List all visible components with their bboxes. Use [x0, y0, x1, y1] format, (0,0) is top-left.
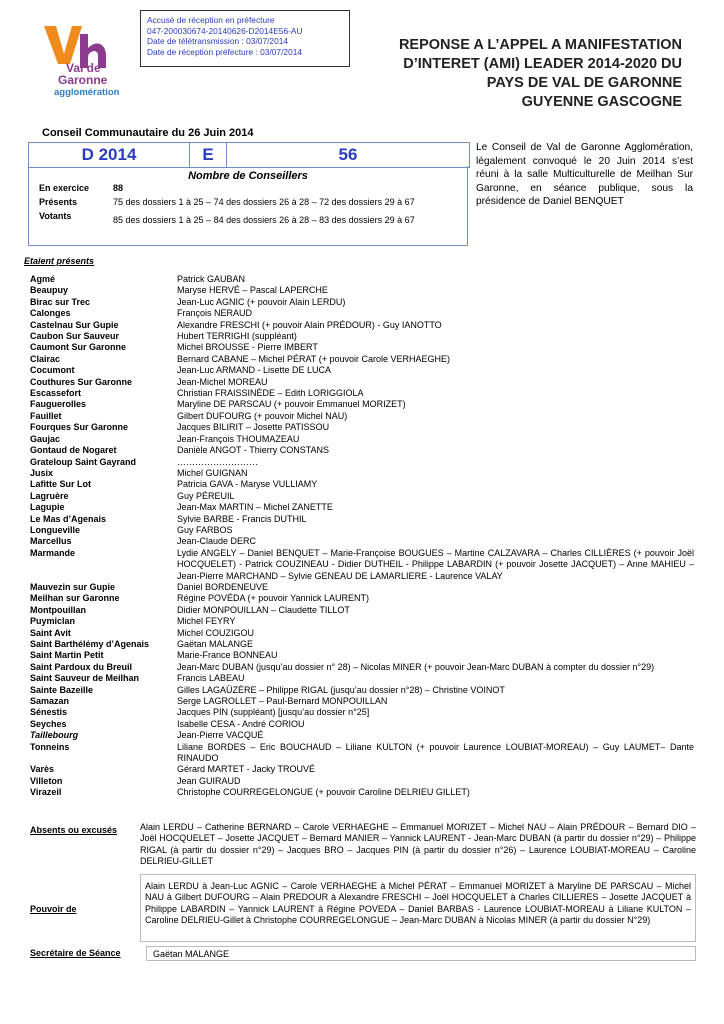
councillor-names: Régine POVÉDA (+ pouvoir Yannick LAURENT)	[177, 593, 370, 604]
councillor-names: Maryline DE PARSCAU (+ pouvoir Emmanuel MORIZET)	[177, 399, 406, 410]
member-row	[30, 707, 694, 718]
commune-name: Sainte Bazeille	[30, 684, 94, 695]
councillor-names: Michel FEYRY	[177, 616, 236, 627]
member-row	[30, 696, 694, 707]
councillor-names: Didier MONPOUILLAN – Claudette TILLOT	[177, 604, 350, 615]
councillor-names: Hubert TERRIGHI (suppléant)	[177, 331, 297, 342]
commune-name: Lagupie	[30, 502, 65, 513]
councillor-names: Isabelle CESA - André CORIOU	[177, 718, 305, 729]
member-row	[30, 285, 694, 296]
count-value: 75 des dossiers 1 à 25 – 74 des dossiers 26 à 28 – 72 des dossiers 29 à 67	[113, 197, 415, 207]
commune-name: Meilhan sur Garonne	[30, 593, 120, 604]
councillor-names: Marie-France BONNEAU	[177, 650, 278, 661]
pouvoir-label: Pouvoir de	[30, 904, 77, 914]
intro-paragraph: Le Conseil de Val de Garonne Agglomération, légalement convoqué le 20 Juin 2014 s’est réuni à la salle Multiculturelle de Meilhan Sur Garonne, en séance publique, sous la présidence de Daniel BENQUET	[476, 142, 693, 208]
member-row	[30, 776, 694, 787]
member-row	[30, 764, 694, 775]
councillor-names: Patrick GAUBAN	[177, 274, 246, 284]
counts-title: Nombre de Conseillers	[188, 170, 308, 182]
councillor-names: Jean-Claude DERC	[177, 536, 257, 547]
title-line: REPONSE A L’APPEL A MANIFESTATION	[398, 37, 682, 53]
stamp-line: Accusé de réception en préfecture	[147, 15, 275, 25]
stamp-line: 047-200030674-20140626-D2014E56-AU	[147, 25, 303, 36]
counts-box	[28, 166, 468, 246]
councillor-names: Michel GUIGNAN	[177, 467, 248, 478]
secretaire-label: Secrétaire de Séance	[30, 948, 121, 958]
councillor-names: Jean-Luc AGNIC (+ pouvoir Alain LERDU)	[177, 296, 346, 307]
member-row	[30, 685, 694, 696]
councillor-names: Alexandre FRESCHI (+ pouvoir Alain PRÉDOUR) - Guy IANOTTO	[177, 319, 442, 330]
commune-name: Longueville	[30, 524, 81, 535]
member-row	[30, 388, 694, 399]
commune-name: Samazan	[30, 696, 70, 707]
member-row	[30, 616, 694, 627]
councillor-names: Gilles LAGAÜZÈRE – Philippe RIGAL (jusqu’au dossier n°28) – Christine VOINOT	[177, 684, 505, 695]
document-title	[362, 36, 682, 112]
councillor-names: Sylvie BARBE - Francis DUTHIL	[177, 513, 307, 524]
commune-name: Grateloup Saint Gayrand	[30, 456, 137, 467]
member-row	[30, 742, 694, 765]
code-number: 56	[338, 145, 358, 164]
pouvoir-text: Alain LERDU à Jean-Luc AGNIC – Carole VERHAEGHE à Michel PÉRAT – Emmanuel MORIZET à Maryline DE PARSCAU – Michel NAU à Gilbert DUFOURG – Alain PREDOUR à Alexandre FRESCHI – Joël HOCQUELET à Charles CILLIERES – Josette JACQUET à Philippe LABARDIN – Yannick LAURENT à Régine POVEDA – Daniel BARBAS - Laurence LOUBIAT-MOREAU à Liliane KULTON – Caroline DELRIEU-Gillet à Christophe COURREGELONGUE – Jean-Marc DUBAN à Nicolas MINER (à partir du dossier N°29)	[140, 874, 696, 942]
member-row	[30, 422, 694, 433]
commune-name: Beaupuy	[30, 285, 69, 296]
stamp-line: Date de réception préfecture : 03/07/2014	[147, 46, 303, 57]
member-row	[30, 525, 694, 536]
member-row	[30, 399, 694, 410]
commune-name: Fauillet	[30, 410, 62, 421]
commune-name: Varès	[30, 764, 55, 775]
member-row	[30, 331, 694, 342]
val-de-garonne-logo	[36, 20, 136, 100]
count-label: Votants	[39, 211, 72, 221]
commune-name: Gaujac	[30, 433, 61, 444]
commune-name: Saint Avit	[30, 627, 71, 638]
member-row	[30, 354, 694, 365]
councillor-names: Christophe COURREGELONGUE (+ pouvoir Caroline DELRIEU GILLET)	[177, 787, 470, 798]
commune-name: Castelnau Sur Gupie	[30, 319, 119, 330]
member-row	[30, 719, 694, 730]
commune-name: Lagruère	[30, 490, 69, 501]
commune-name: Fourques Sur Garonne	[30, 422, 129, 433]
councillor-names: Guy FARBOS	[177, 524, 233, 535]
count-label: En exercice	[39, 183, 90, 193]
commune-name: Escassefort	[30, 388, 82, 399]
member-row	[30, 593, 694, 604]
member-row	[30, 582, 694, 593]
commune-name: Montpouillan	[30, 604, 86, 615]
member-row	[30, 639, 694, 650]
member-row	[30, 468, 694, 479]
absent-label: Absents ou excusés	[30, 825, 118, 835]
absent-text: Alain LERDU – Catherine BERNARD – Carole VERHAEGHE – Emmanuel MORIZET – Michel NAU – Alain PRÉDOUR – Bernard DIO – Joël HOCQUELET – Josette JACQUET – Bernard MANIER – Yannick LAURENT - Jean-Marc DUBAN (à partir du dossier n°29) – Philippe RIGAL (à partir du dossier n°29) – Jacques BRO – Jacques PIN (à partir du dossier n°26) – Laurence LOUBIAT-MOREAU – Caroline DELRIEU-GILLET	[140, 822, 696, 867]
councillor-names: Jean-François THOUMAZEAU	[177, 433, 300, 444]
code-letter: E	[190, 143, 227, 167]
member-row	[30, 548, 694, 582]
councillor-names: Guy PÉREUIL	[177, 490, 235, 501]
commune-name: Birac sur Trec	[30, 296, 91, 307]
title-line: GUYENNE GASCOGNE	[521, 94, 682, 110]
logo-text: agglomération	[54, 87, 120, 98]
commune-name: Cocumont	[30, 365, 75, 376]
councillor-names: Jean-Max MARTIN – Michel ZANETTE	[177, 502, 333, 513]
commune-name: Caubon Sur Sauveur	[30, 331, 120, 342]
title-line: D’INTERET (AMI) LEADER 2014-2020 DU	[403, 56, 682, 72]
councillor-names: ………………………	[177, 456, 258, 467]
member-row	[30, 662, 694, 673]
member-row	[30, 445, 694, 456]
member-row	[30, 308, 694, 319]
commune-name: Mauvezin sur Gupie	[30, 581, 116, 592]
logo-text: Garonne	[58, 73, 108, 87]
councillor-names: Jacques PIN (suppléant) [jusqu’au dossier n°25]	[177, 707, 370, 718]
count-label: Présents	[39, 197, 78, 207]
commune-name: Villeton	[30, 775, 63, 786]
stamp-line: Date de télétransmission : 03/07/2014	[147, 36, 289, 46]
member-row	[30, 650, 694, 661]
councillor-names: Jean-Marc DUBAN (jusqu’au dossier n° 28) – Nicolas MINER (+ pouvoir Jean-Marc DUBAN à compter du dossier n°29)	[177, 661, 655, 672]
councillor-names: Jean-Michel MOREAU	[177, 376, 268, 387]
member-row	[30, 673, 694, 684]
councillor-names: Jean-Pierre VACQUÉ	[177, 730, 264, 741]
secretaire-value: Gaëtan MALANGE	[146, 946, 696, 961]
member-row	[30, 479, 694, 490]
commune-name: Virazeil	[30, 787, 62, 798]
commune-name: Fauguerolles	[30, 399, 87, 410]
commune-name: Caumont Sur Garonne	[30, 342, 127, 353]
commune-name: Saint Sauveur de Meilhan	[30, 673, 140, 684]
member-row	[30, 491, 694, 502]
commune-name: Gontaud de Nogaret	[30, 445, 117, 456]
commune-name: Clairac	[30, 353, 61, 364]
member-row	[30, 365, 694, 376]
commune-name: Sénestis	[30, 707, 68, 718]
commune-name: Saint Martin Petit	[30, 650, 104, 661]
member-row	[30, 274, 694, 285]
councillor-names: Daniel BORDENEUVE	[177, 581, 269, 592]
commune-name: Tonneins	[30, 741, 70, 752]
member-row	[30, 536, 694, 547]
councillor-names: Francis LABEAU	[177, 673, 245, 684]
member-row	[30, 411, 694, 422]
commune-name: Seyches	[30, 718, 67, 729]
commune-name: Agmé	[30, 274, 56, 284]
member-row	[30, 730, 694, 741]
member-row	[30, 502, 694, 513]
commune-name: Marcellus	[30, 536, 72, 547]
commune-name: Puymiclan	[30, 616, 76, 627]
logo-text: Val de	[66, 61, 101, 75]
councillor-names: Jean GUIRAUD	[177, 775, 241, 786]
councillor-names: Serge LAGROLLET – Paul-Bernard MONPOUILLAN	[177, 696, 388, 707]
councillor-names: Maryse HERVÉ – Pascal LAPERCHE	[177, 285, 328, 296]
member-row	[30, 342, 694, 353]
commune-name: Le Mas d’Agenais	[30, 513, 107, 524]
councillor-names: Lydie ANGELY – Daniel BENQUET – Marie-Françoise BOUGUES – Martine CALZAVARA – Charles CILLIÈRES (+ pouvoir Joël HOCQUELET) - Patrick COUZINEAU - Didier DUTHEIL - Philippe LABARDIN (+ pouvoir Josette JACQUET) – Anne MAHIEU – Jean-Pierre MARCHAND – Sylvie GENEAU DE LAMARLIERE - Laurence VALAY	[177, 547, 694, 581]
councillor-names: François NERAUD	[177, 308, 253, 319]
councillor-names: Gilbert DUFOURG (+ pouvoir Michel NAU)	[177, 410, 348, 421]
deliberation-code	[28, 142, 470, 168]
councillor-names: Michel BROUSSE - Pierre IMBERT	[177, 342, 318, 353]
member-row	[30, 628, 694, 639]
councillor-names: Bernard CABANE – Michel PÉRAT (+ pouvoir Carole VERHAEGHE)	[177, 353, 451, 364]
code-year: D 2014	[29, 143, 190, 167]
count-value: 88	[113, 183, 124, 193]
reception-stamp	[140, 10, 350, 67]
councillor-names: Jacques BILIRIT – Josette PATISSOU	[177, 422, 330, 433]
commune-name: Saint Barthélémy d’Agenais	[30, 639, 150, 649]
count-value: 85 des dossiers 1 à 25 – 84 des dossiers 26 à 28 – 83 des dossiers 29 à 67	[113, 215, 415, 225]
member-row	[30, 605, 694, 616]
councillor-names: Liliane BORDES – Eric BOUCHAUD – Liliane KULTON (+ pouvoir Laurence LOUBIAT-MOREAU) – Guy LAUMET– Dante RINAUDO	[177, 741, 694, 764]
commune-name: Marmande	[30, 547, 76, 558]
councillor-names: Patricia GAVA - Maryse VULLIAMY	[177, 479, 318, 490]
member-row	[30, 787, 694, 798]
member-row	[30, 320, 694, 331]
commune-name: Calonges	[30, 308, 71, 319]
councillor-names: Danièle ANGOT - Thierry CONSTANS	[177, 445, 330, 456]
member-row	[30, 514, 694, 525]
commune-name: Lafitte Sur Lot	[30, 479, 91, 490]
commune-name: Saint Pardoux du Breuil	[30, 661, 133, 672]
member-row	[30, 434, 694, 445]
commune-name: Jusix	[30, 467, 54, 478]
member-row	[30, 377, 694, 388]
member-row	[30, 297, 694, 308]
councillor-names: Jean-Luc ARMAND - Lisette DE LUCA	[177, 365, 332, 376]
commune-name: Taillebourg	[30, 730, 79, 741]
councillor-names: Christian FRAISSINÈDE – Edith LORIGGIOLA	[177, 388, 364, 399]
present-heading: Etaient présents	[24, 256, 95, 266]
title-line: PAYS DE VAL DE GARONNE	[486, 75, 682, 91]
member-row	[30, 457, 694, 468]
meeting-date: Conseil Communautaire du 26 Juin 2014	[42, 127, 254, 139]
councillor-names: Gaëtan MALANGE	[177, 639, 254, 649]
commune-name: Couthures Sur Garonne	[30, 376, 133, 387]
councillor-names: Michel COUZIGOU	[177, 627, 255, 638]
councillor-names: Gérard MARTET - Jacky TROUVÉ	[177, 764, 316, 775]
members-list	[30, 274, 694, 799]
